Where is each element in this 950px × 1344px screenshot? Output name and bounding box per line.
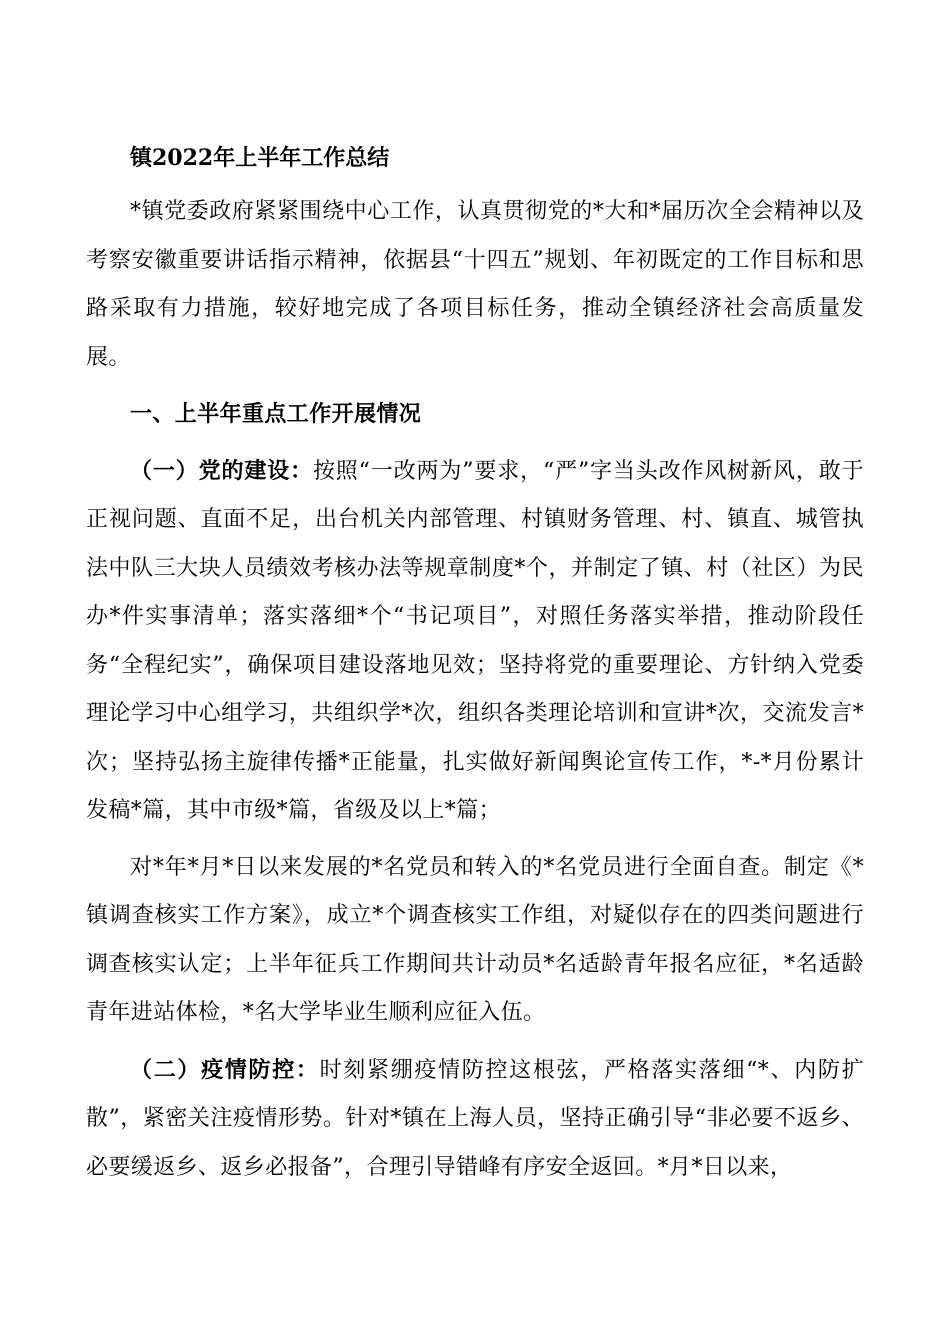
- party-members-paragraph: 对*年*月*日以来发展的*名党员和转入的*名党员进行全面自查。制定《*镇调查核实工作方案》，成立*个调查核实工作组，对疑似存在的四类问题进行调查核实认定；上半年征兵工作期间共计动员*名适龄青年报名应征，*名适龄青年进站体检，*名大学毕业生顺利应征入伍。: [86, 854, 864, 1025]
- party-building-lead: （一）党的建设：: [130, 457, 313, 484]
- epidemic-paragraph: [86, 1046, 864, 1193]
- section-heading-1: 一、上半年重点工作开展情况: [130, 401, 422, 427]
- party-building-text: 按照“一改两为”要求，“严”字当头改作风树新风，敢于正视问题、直面不足，出台机关内部管理、村镇财务管理、村、镇直、城管执法中队三大块人员绩效考核办法等规章制度*个，并制定了镇、村（社区）为民办*件实事清单；落实落细*个“书记项目”，对照任务落实举措，推动阶段任务“全程纪实”，确保项目建设落地见效；坚持将党的重要理论、方针纳入党委理论学习中心组学习，共组织学*次，组织各类理论培训和宣讲*次，交流发言*次；坚持弘扬主旋律传播*正能量，扎实做好新闻舆论宣传工作，*-*月份累计发稿*篇，其中市级*篇，省级及以上*篇；: [86, 458, 864, 823]
- epidemic-text: 时刻紧绷疫情防控这根弦，严格落实落细“*、内防扩散”，紧密关注疫情形势。针对*镇在上海人员，坚持正确引导“非必要不返乡、必要缓返乡、返乡必报备”，合理引导错峰有序安全返回。*月*日以来，: [86, 1057, 864, 1180]
- document-title: 镇2022年上半年工作总结: [130, 145, 390, 171]
- intro-paragraph: *镇党委政府紧紧围绕中心工作，认真贯彻党的*大和*届历次全会精神以及考察安徽重要讲话指示精神，依据县“十四五”规划、年初既定的工作目标和思路采取有力措施，较好地完成了各项目标任务，推动全镇经济社会高质量发展。: [86, 199, 864, 370]
- party-building-paragraph: [86, 447, 864, 836]
- epidemic-lead: （二）疫情防控：: [130, 1056, 320, 1083]
